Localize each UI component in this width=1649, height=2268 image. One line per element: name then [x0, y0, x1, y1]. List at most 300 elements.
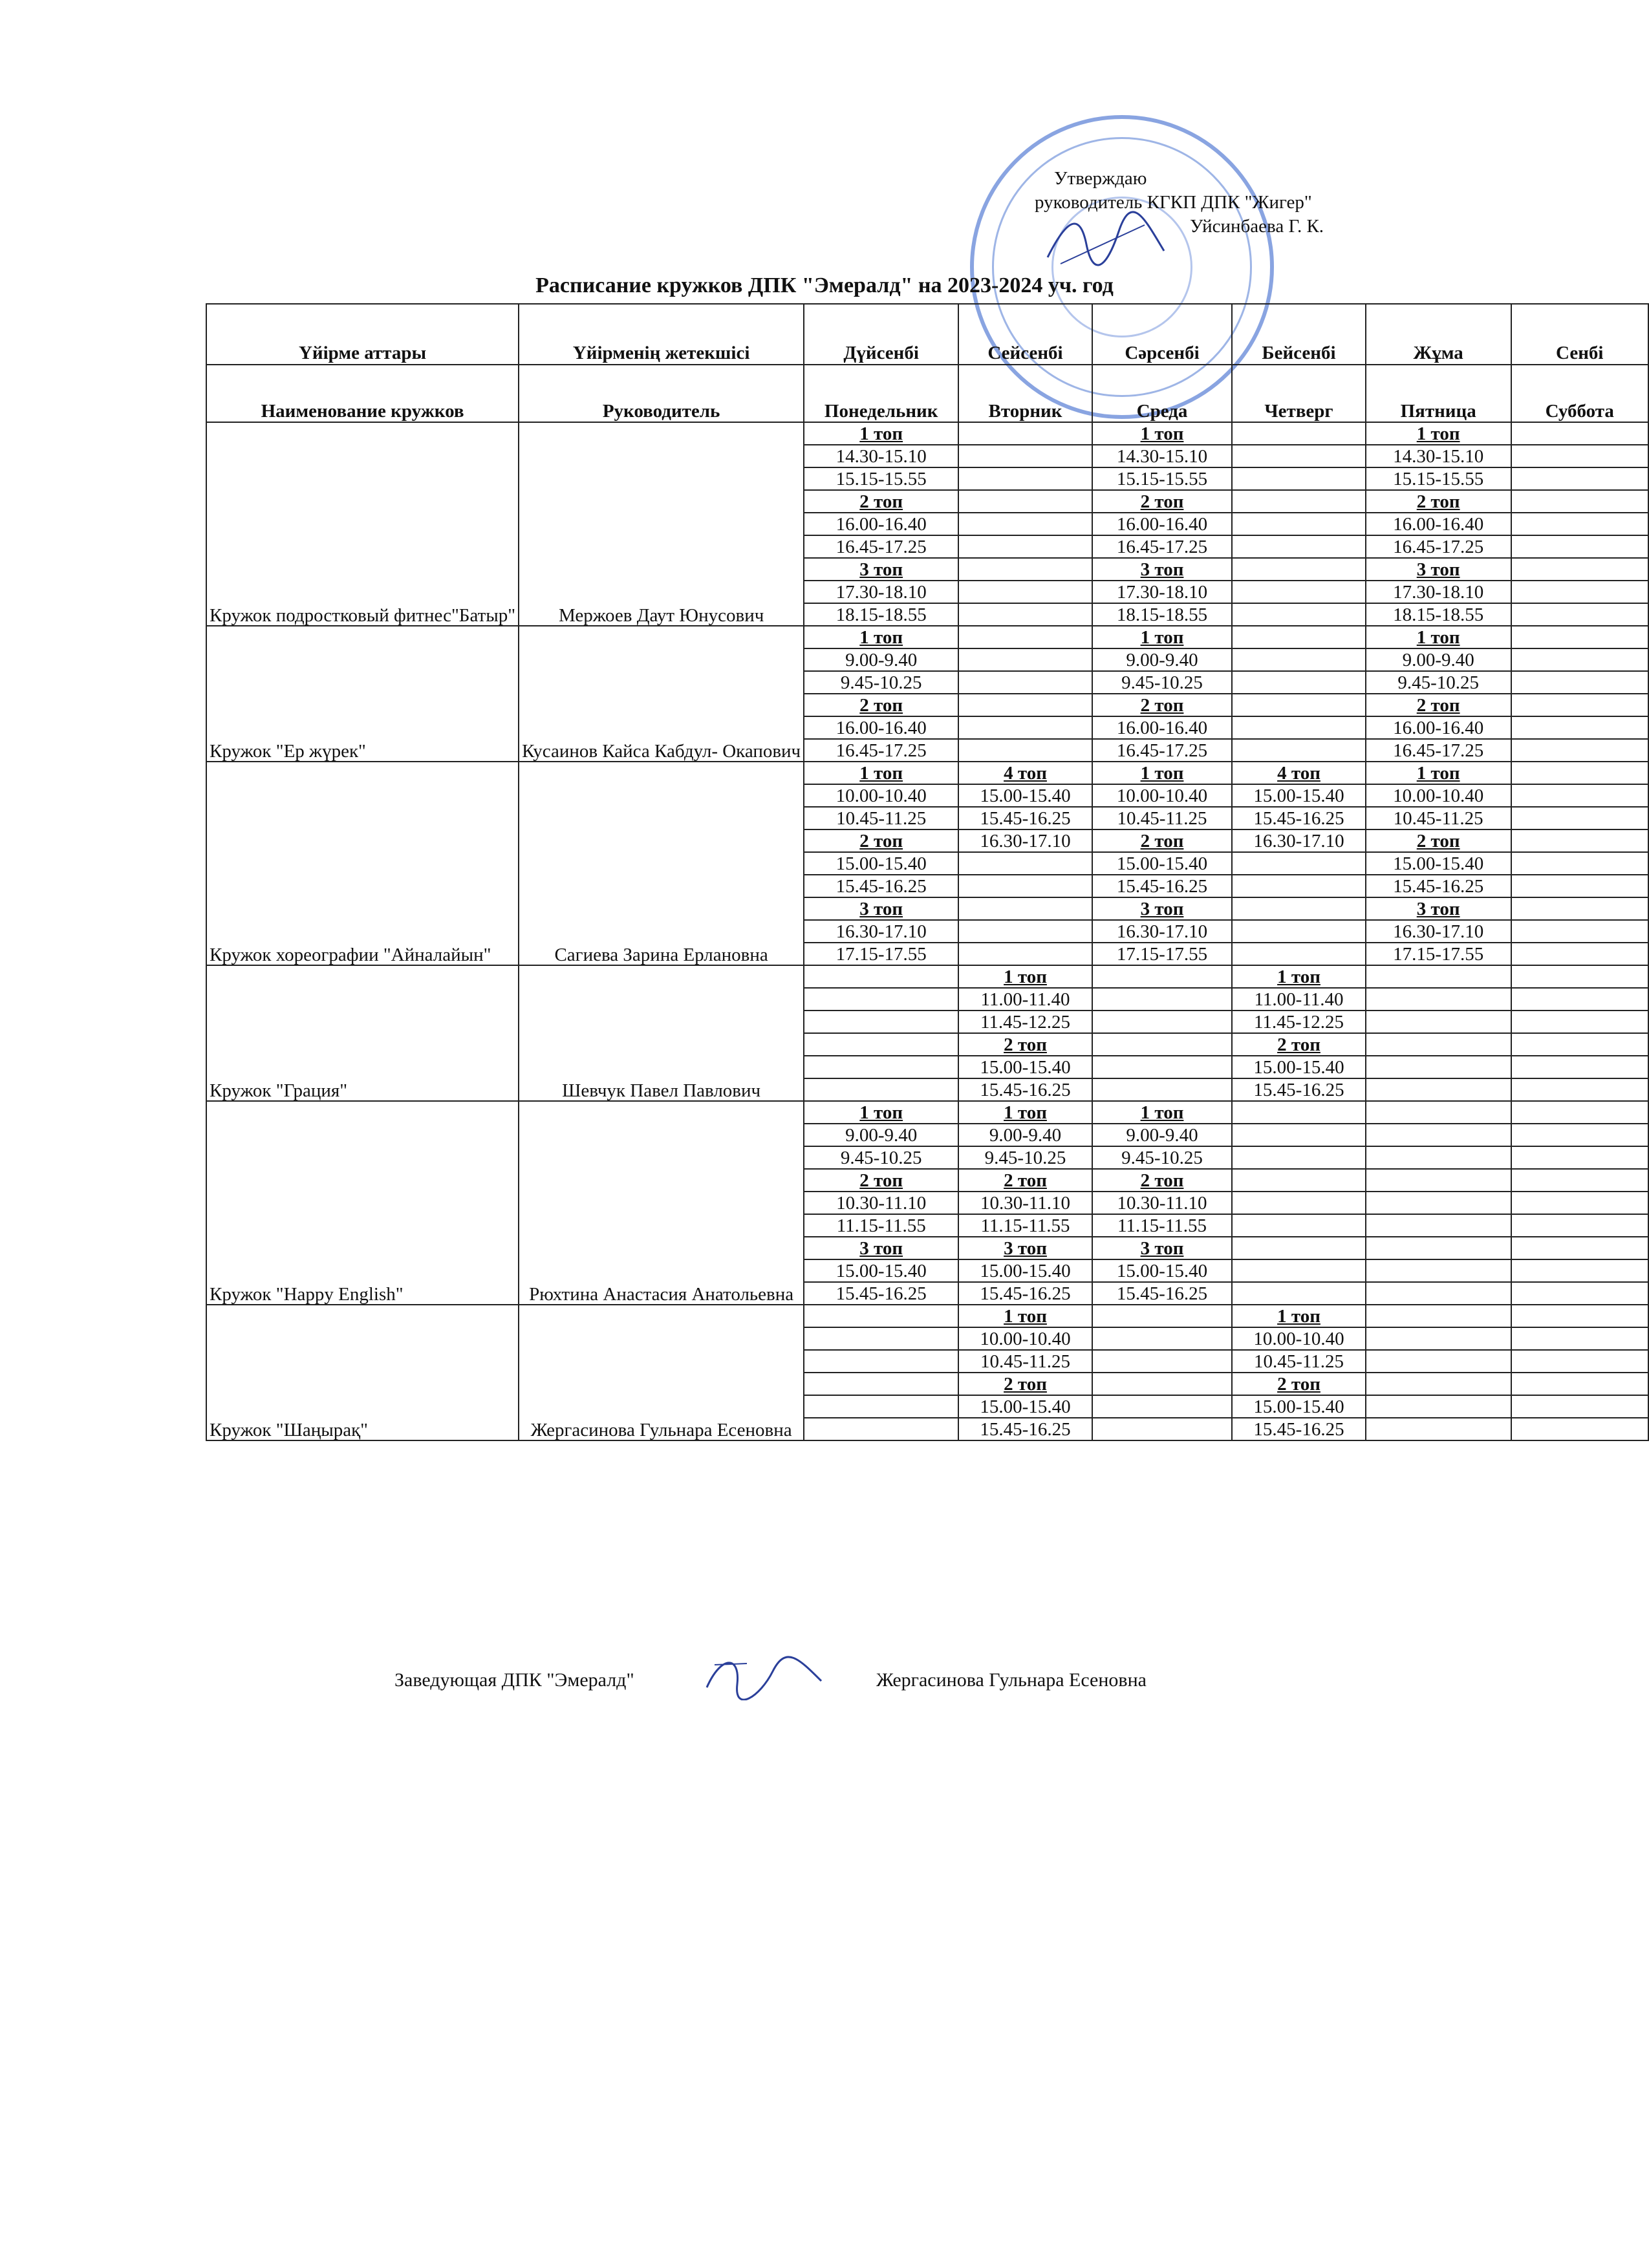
time-slot [1232, 445, 1366, 467]
time-slot [1366, 1011, 1511, 1033]
time-slot: 14.30-15.10 [1366, 445, 1511, 467]
time-slot [804, 1056, 958, 1078]
header-ru-cell: Четверг [1232, 365, 1366, 422]
header-kz-cell: Сенбі [1511, 304, 1648, 365]
approval-line-3: Уйсинбаева Г. К. [1190, 216, 1324, 237]
time-slot [804, 1078, 958, 1101]
time-slot [958, 535, 1092, 558]
time-slot: 16.45-17.25 [804, 739, 958, 762]
group-label: 1 топ [1366, 762, 1511, 784]
time-slot [1511, 1214, 1648, 1237]
time-slot [1366, 1033, 1511, 1056]
time-slot [1511, 422, 1648, 445]
circle-name: Кружок хореографии "Айналайын" [206, 762, 519, 965]
time-slot [1232, 1124, 1366, 1146]
time-slot [1511, 1011, 1648, 1033]
time-slot [1511, 943, 1648, 965]
time-slot [1232, 852, 1366, 875]
time-slot [1511, 1395, 1648, 1418]
group-label: 1 топ [1092, 762, 1232, 784]
time-slot [1232, 875, 1366, 897]
time-slot [958, 739, 1092, 762]
header-kz-cell: Бейсенбі [1232, 304, 1366, 365]
schedule-table [206, 303, 1649, 1441]
time-slot [1092, 1033, 1232, 1056]
group-label: 3 топ [958, 1237, 1092, 1259]
time-slot [1511, 762, 1648, 784]
circle-leader: Рюхтина Анастасия Анатольевна [519, 1101, 804, 1305]
time-slot [1092, 1350, 1232, 1373]
time-slot: 10.30-11.10 [958, 1192, 1092, 1214]
time-slot [958, 875, 1092, 897]
time-slot [1511, 648, 1648, 671]
time-slot [1366, 1282, 1511, 1305]
schedule-row [206, 762, 1648, 784]
time-slot [1511, 988, 1648, 1011]
group-label: 1 топ [1092, 1101, 1232, 1124]
time-slot: 9.00-9.40 [1366, 648, 1511, 671]
time-slot [1092, 1078, 1232, 1101]
time-slot [804, 1327, 958, 1350]
time-slot [1092, 965, 1232, 988]
group-label: 1 топ [958, 1305, 1092, 1327]
time-slot [1232, 535, 1366, 558]
group-label: 2 топ [1366, 490, 1511, 513]
time-slot [1232, 1282, 1366, 1305]
time-slot: 10.00-10.40 [1366, 784, 1511, 807]
time-slot: 16.45-17.25 [1366, 535, 1511, 558]
time-slot [958, 920, 1092, 943]
time-slot: 10.45-11.25 [1366, 807, 1511, 829]
time-slot [1232, 1237, 1366, 1259]
group-label: 2 топ [1232, 1033, 1366, 1056]
time-slot: 15.15-15.55 [1366, 467, 1511, 490]
schedule-row [206, 422, 1648, 445]
time-slot [1511, 807, 1648, 829]
time-slot: 16.00-16.40 [1092, 513, 1232, 535]
time-slot [958, 852, 1092, 875]
time-slot: 15.00-15.40 [1366, 852, 1511, 875]
time-slot: 9.45-10.25 [958, 1146, 1092, 1169]
time-slot: 15.00-15.40 [958, 1056, 1092, 1078]
time-slot [1092, 1327, 1232, 1350]
group-label: 2 топ [1366, 829, 1511, 852]
header-ru-cell: Суббота [1511, 365, 1648, 422]
time-slot [1232, 603, 1366, 626]
time-slot [1511, 1282, 1648, 1305]
time-slot [958, 716, 1092, 739]
time-slot [1511, 1418, 1648, 1440]
header-ru-cell: Пятница [1366, 365, 1511, 422]
time-slot [958, 422, 1092, 445]
group-label: 2 топ [958, 1169, 1092, 1192]
time-slot [1232, 920, 1366, 943]
time-slot: 9.00-9.40 [958, 1124, 1092, 1146]
time-slot [1092, 1056, 1232, 1078]
group-label: 2 топ [804, 829, 958, 852]
time-slot: 11.00-11.40 [1232, 988, 1366, 1011]
time-slot [1366, 1192, 1511, 1214]
time-slot [958, 581, 1092, 603]
schedule-row [206, 626, 1648, 648]
group-label: 3 топ [1092, 897, 1232, 920]
time-slot: 16.00-16.40 [1366, 716, 1511, 739]
time-slot: 9.45-10.25 [1092, 1146, 1232, 1169]
time-slot [1511, 626, 1648, 648]
time-slot [1366, 1056, 1511, 1078]
group-label: 1 топ [1232, 965, 1366, 988]
time-slot [958, 603, 1092, 626]
time-slot [1511, 1327, 1648, 1350]
time-slot [1232, 897, 1366, 920]
circle-name: Кружок "Грация" [206, 965, 519, 1101]
header-ru-cell: Руководитель [519, 365, 804, 422]
time-slot: 10.00-10.40 [1232, 1327, 1366, 1350]
time-slot [1511, 897, 1648, 920]
time-slot [1092, 1305, 1232, 1327]
group-label: 2 топ [804, 1169, 958, 1192]
time-slot [1511, 1101, 1648, 1124]
time-slot: 9.45-10.25 [804, 1146, 958, 1169]
time-slot [1366, 1146, 1511, 1169]
group-label: 1 топ [804, 422, 958, 445]
time-slot [1511, 1350, 1648, 1373]
circle-leader: Сагиева Зарина Ерлановна [519, 762, 804, 965]
time-slot: 9.45-10.25 [1366, 671, 1511, 694]
time-slot [1366, 1327, 1511, 1350]
group-label: 1 топ [804, 762, 958, 784]
time-slot [1511, 671, 1648, 694]
time-slot [1511, 581, 1648, 603]
time-slot [1511, 875, 1648, 897]
time-slot [1232, 1259, 1366, 1282]
time-slot: 9.00-9.40 [1092, 1124, 1232, 1146]
time-slot [1511, 1237, 1648, 1259]
time-slot: 9.00-9.40 [804, 1124, 958, 1146]
time-slot [958, 490, 1092, 513]
time-slot [1232, 1101, 1366, 1124]
header-kz-cell: Үйірме аттары [206, 304, 519, 365]
group-label: 1 топ [804, 626, 958, 648]
time-slot: 10.30-11.10 [1092, 1192, 1232, 1214]
time-slot: 17.30-18.10 [1092, 581, 1232, 603]
time-slot [1092, 1418, 1232, 1440]
group-label: 2 топ [958, 1373, 1092, 1395]
time-slot: 15.45-16.25 [1092, 1282, 1232, 1305]
time-slot: 17.15-17.55 [1366, 943, 1511, 965]
time-slot [1366, 1395, 1511, 1418]
group-label: 3 топ [1366, 558, 1511, 581]
time-slot: 10.00-10.40 [958, 1327, 1092, 1350]
time-slot [1511, 852, 1648, 875]
time-slot [1366, 1259, 1511, 1282]
time-slot: 15.45-16.25 [958, 1078, 1092, 1101]
time-slot [1511, 558, 1648, 581]
schedule-body [206, 422, 1648, 1440]
header-kz-cell: Сәрсенбі [1092, 304, 1232, 365]
time-slot: 15.00-15.40 [1232, 1056, 1366, 1078]
time-slot [1232, 490, 1366, 513]
time-slot [1366, 1078, 1511, 1101]
time-slot: 15.00-15.40 [958, 784, 1092, 807]
time-slot: 15.45-16.25 [958, 1418, 1092, 1440]
time-slot [958, 943, 1092, 965]
time-slot [1232, 467, 1366, 490]
approval-line-2: руководитель КГКП ДПК "Жигер" [1035, 192, 1312, 213]
time-slot: 11.15-11.55 [958, 1214, 1092, 1237]
group-label: 2 топ [1092, 1169, 1232, 1192]
time-slot [1511, 490, 1648, 513]
time-slot: 15.00-15.40 [804, 852, 958, 875]
time-slot: 16.30-17.10 [1232, 829, 1366, 852]
time-slot [1366, 1237, 1511, 1259]
time-slot: 9.00-9.40 [804, 648, 958, 671]
time-slot [1511, 1373, 1648, 1395]
footer-label: Заведующая ДПК "Эмералд" [394, 1669, 634, 1691]
schedule-row [206, 1305, 1648, 1327]
time-slot: 17.30-18.10 [1366, 581, 1511, 603]
time-slot [804, 965, 958, 988]
time-slot: 15.45-16.25 [1366, 875, 1511, 897]
circle-leader: Жергасинова Гульнара Есеновна [519, 1305, 804, 1440]
time-slot: 10.45-11.25 [1092, 807, 1232, 829]
time-slot [1232, 513, 1366, 535]
time-slot: 16.45-17.25 [804, 535, 958, 558]
time-slot: 11.15-11.55 [1092, 1214, 1232, 1237]
time-slot [1232, 626, 1366, 648]
time-slot [1366, 1124, 1511, 1146]
time-slot: 15.00-15.40 [1092, 1259, 1232, 1282]
group-label: 2 топ [1092, 829, 1232, 852]
time-slot [1366, 1214, 1511, 1237]
time-slot [804, 1373, 958, 1395]
time-slot: 14.30-15.10 [1092, 445, 1232, 467]
group-label: 1 топ [1366, 626, 1511, 648]
time-slot [1511, 1078, 1648, 1101]
group-label: 3 топ [1092, 1237, 1232, 1259]
header-row-kazakh [206, 304, 1648, 365]
header-ru-cell: Понедельник [804, 365, 958, 422]
group-label: 3 топ [1366, 897, 1511, 920]
time-slot: 10.45-11.25 [958, 1350, 1092, 1373]
time-slot: 18.15-18.55 [1092, 603, 1232, 626]
circle-leader: Кусаинов Кайса Кабдул- Окапович [519, 626, 804, 762]
circle-name: Кружок "Happy English" [206, 1101, 519, 1305]
time-slot [1366, 1418, 1511, 1440]
time-slot [958, 513, 1092, 535]
time-slot [804, 1305, 958, 1327]
time-slot: 15.15-15.55 [804, 467, 958, 490]
footer-name: Жергасинова Гульнара Есеновна [876, 1669, 1147, 1691]
time-slot [804, 988, 958, 1011]
group-label: 1 топ [804, 1101, 958, 1124]
time-slot: 15.00-15.40 [1232, 1395, 1366, 1418]
time-slot: 9.45-10.25 [804, 671, 958, 694]
time-slot [804, 1350, 958, 1373]
time-slot: 11.00-11.40 [958, 988, 1092, 1011]
time-slot: 9.45-10.25 [1092, 671, 1232, 694]
time-slot [1232, 1146, 1366, 1169]
time-slot [1511, 920, 1648, 943]
group-label: 1 топ [1092, 422, 1232, 445]
time-slot: 11.45-12.25 [958, 1011, 1092, 1033]
time-slot: 17.30-18.10 [804, 581, 958, 603]
group-label: 2 топ [958, 1033, 1092, 1056]
time-slot [958, 467, 1092, 490]
group-label: 1 топ [1366, 422, 1511, 445]
group-label: 4 топ [958, 762, 1092, 784]
time-slot [1232, 1192, 1366, 1214]
time-slot: 9.00-9.40 [1092, 648, 1232, 671]
time-slot [1232, 943, 1366, 965]
header-row-russian [206, 365, 1648, 422]
header-kz-cell: Үйірменің жетекшісі [519, 304, 804, 365]
time-slot [1366, 1101, 1511, 1124]
circle-name: Кружок "Ер жүрек" [206, 626, 519, 762]
time-slot [958, 445, 1092, 467]
time-slot: 15.45-16.25 [1232, 1078, 1366, 1101]
group-label: 2 топ [1092, 490, 1232, 513]
time-slot [1511, 1192, 1648, 1214]
time-slot: 14.30-15.10 [804, 445, 958, 467]
time-slot [958, 648, 1092, 671]
approval-block [964, 167, 1416, 239]
time-slot: 15.15-15.55 [1092, 467, 1232, 490]
group-label: 1 топ [1232, 1305, 1366, 1327]
time-slot [1366, 1305, 1511, 1327]
time-slot: 16.00-16.40 [1092, 716, 1232, 739]
time-slot [1232, 1214, 1366, 1237]
time-slot [1511, 694, 1648, 716]
time-slot [1366, 1169, 1511, 1192]
time-slot [1232, 581, 1366, 603]
time-slot [958, 694, 1092, 716]
time-slot: 16.00-16.40 [804, 716, 958, 739]
time-slot [804, 1395, 958, 1418]
header-kz-cell: Жұма [1366, 304, 1511, 365]
time-slot [1511, 829, 1648, 852]
approval-line-1: Утверждаю [1054, 168, 1147, 189]
time-slot [958, 671, 1092, 694]
time-slot: 16.30-17.10 [1092, 920, 1232, 943]
time-slot: 15.00-15.40 [1232, 784, 1366, 807]
group-label: 3 топ [804, 1237, 958, 1259]
time-slot [1092, 1395, 1232, 1418]
circle-name: Кружок "Шаңырақ" [206, 1305, 519, 1440]
group-label: 4 топ [1232, 762, 1366, 784]
circle-name: Кружок подростковый фитнес"Батыр" [206, 422, 519, 626]
time-slot [804, 1011, 958, 1033]
time-slot: 15.00-15.40 [804, 1259, 958, 1282]
time-slot: 10.00-10.40 [804, 784, 958, 807]
group-label: 3 топ [804, 558, 958, 581]
time-slot [1366, 965, 1511, 988]
time-slot: 10.45-11.25 [1232, 1350, 1366, 1373]
time-slot [958, 897, 1092, 920]
group-label: 2 топ [1232, 1373, 1366, 1395]
header-ru-cell: Вторник [958, 365, 1092, 422]
time-slot: 15.45-16.25 [1232, 807, 1366, 829]
time-slot [804, 1418, 958, 1440]
page-title: Расписание кружков ДПК "Эмералд" на 2023-2024 уч. год [535, 273, 1114, 297]
time-slot: 15.45-16.25 [1092, 875, 1232, 897]
time-slot [1232, 739, 1366, 762]
group-label: 2 топ [1092, 694, 1232, 716]
time-slot: 16.30-17.10 [1366, 920, 1511, 943]
time-slot: 15.45-16.25 [804, 1282, 958, 1305]
time-slot: 18.15-18.55 [804, 603, 958, 626]
time-slot [1232, 558, 1366, 581]
group-label: 3 топ [804, 897, 958, 920]
time-slot [1511, 603, 1648, 626]
group-label: 1 топ [1092, 626, 1232, 648]
group-label: 2 топ [804, 694, 958, 716]
time-slot: 16.30-17.10 [958, 829, 1092, 852]
header-kz-cell: Дүйсенбі [804, 304, 958, 365]
time-slot: 11.45-12.25 [1232, 1011, 1366, 1033]
time-slot: 15.00-15.40 [958, 1395, 1092, 1418]
time-slot [1232, 716, 1366, 739]
group-label: 2 топ [804, 490, 958, 513]
circle-leader: Мержоев Даут Юнусович [519, 422, 804, 626]
time-slot [804, 1033, 958, 1056]
time-slot: 16.45-17.25 [1366, 739, 1511, 762]
header-ru-cell: Наименование кружков [206, 365, 519, 422]
time-slot [1232, 694, 1366, 716]
time-slot: 16.45-17.25 [1092, 739, 1232, 762]
time-slot [1232, 1169, 1366, 1192]
time-slot [1511, 1259, 1648, 1282]
time-slot [1511, 1124, 1648, 1146]
time-slot: 10.45-11.25 [804, 807, 958, 829]
time-slot [1366, 1373, 1511, 1395]
time-slot: 15.45-16.25 [958, 1282, 1092, 1305]
time-slot [1511, 467, 1648, 490]
time-slot: 10.00-10.40 [1092, 784, 1232, 807]
time-slot [1511, 716, 1648, 739]
schedule-row [206, 965, 1648, 988]
time-slot [958, 558, 1092, 581]
time-slot [1511, 1146, 1648, 1169]
circle-leader: Шевчук Павел Павлович [519, 965, 804, 1101]
time-slot [1511, 739, 1648, 762]
group-label: 2 топ [1366, 694, 1511, 716]
schedule-row [206, 1101, 1648, 1124]
time-slot [1511, 784, 1648, 807]
time-slot [1232, 648, 1366, 671]
time-slot: 11.15-11.55 [804, 1214, 958, 1237]
time-slot: 18.15-18.55 [1366, 603, 1511, 626]
time-slot [1511, 1169, 1648, 1192]
time-slot [958, 626, 1092, 648]
time-slot [1511, 535, 1648, 558]
time-slot: 10.30-11.10 [804, 1192, 958, 1214]
time-slot [1511, 445, 1648, 467]
time-slot [1511, 1056, 1648, 1078]
time-slot [1232, 671, 1366, 694]
time-slot: 15.00-15.40 [958, 1259, 1092, 1282]
time-slot [1511, 965, 1648, 988]
time-slot: 15.45-16.25 [958, 807, 1092, 829]
time-slot: 15.45-16.25 [1232, 1418, 1366, 1440]
footer-signature [702, 1652, 828, 1700]
time-slot: 16.30-17.10 [804, 920, 958, 943]
time-slot [1511, 1033, 1648, 1056]
time-slot [1366, 1350, 1511, 1373]
group-label: 1 топ [958, 965, 1092, 988]
time-slot [1092, 1373, 1232, 1395]
group-label: 1 топ [958, 1101, 1092, 1124]
